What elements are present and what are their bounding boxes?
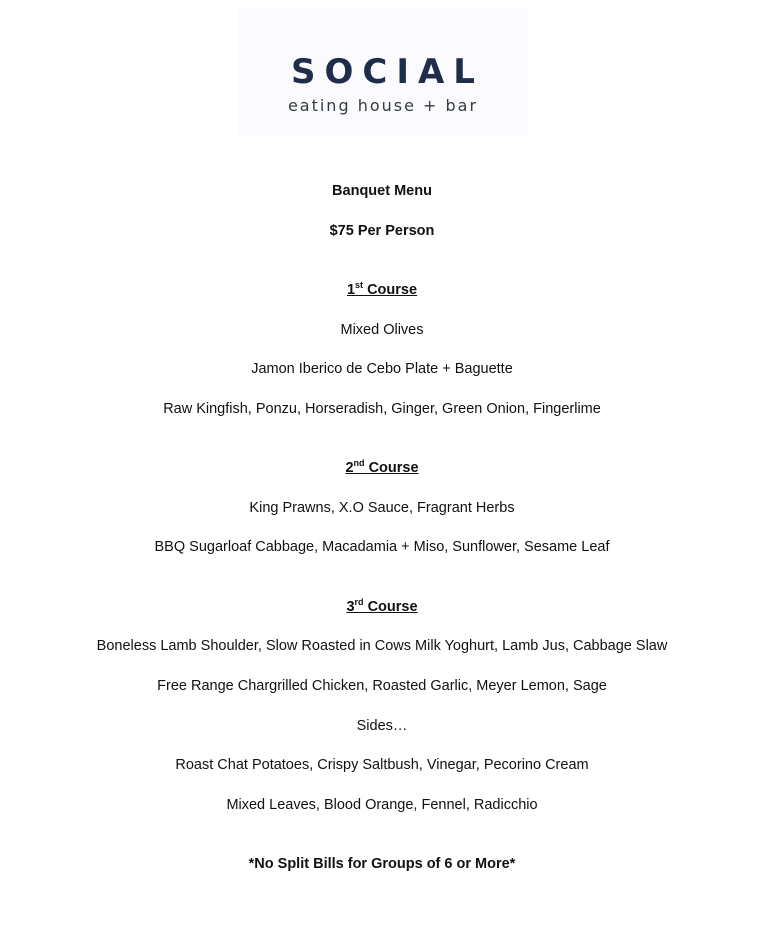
sides-label: Sides… bbox=[356, 718, 408, 734]
menu-item: Boneless Lamb Shoulder, Slow Roasted in Cows Milk Yoghurt, Lamb Jus, Cabbage Slaw bbox=[96, 638, 668, 654]
menu-item: Roast Chat Potatoes, Crispy Saltbush, Vinegar, Pecorino Cream bbox=[175, 757, 589, 773]
footer-note: *No Split Bills for Groups of 6 or More* bbox=[248, 856, 516, 872]
menu-item: Mixed Olives bbox=[340, 322, 424, 338]
course-heading-2: 2nd Course bbox=[345, 458, 419, 476]
menu-price: $75 Per Person bbox=[329, 223, 435, 239]
logo-name: SOCIAL bbox=[291, 52, 484, 92]
restaurant-logo bbox=[238, 8, 528, 136]
menu-title: Banquet Menu bbox=[332, 183, 432, 199]
menu-item: Raw Kingfish, Ponzu, Horseradish, Ginger, Green Onion, Fingerlime bbox=[163, 401, 601, 417]
menu-item: Jamon Iberico de Cebo Plate + Baguette bbox=[251, 361, 513, 377]
course-heading-1: 1st Course bbox=[346, 280, 418, 298]
menu-item: BBQ Sugarloaf Cabbage, Macadamia + Miso, Sunflower, Sesame Leaf bbox=[154, 539, 610, 555]
menu-item: King Prawns, X.O Sauce, Fragrant Herbs bbox=[249, 500, 515, 516]
menu-item: Mixed Leaves, Blood Orange, Fennel, Radicchio bbox=[226, 797, 538, 813]
course-heading-3: 3rd Course bbox=[346, 597, 418, 615]
menu-item: Free Range Chargrilled Chicken, Roasted Garlic, Meyer Lemon, Sage bbox=[157, 678, 607, 694]
logo-tagline: eating house + bar bbox=[287, 96, 479, 115]
